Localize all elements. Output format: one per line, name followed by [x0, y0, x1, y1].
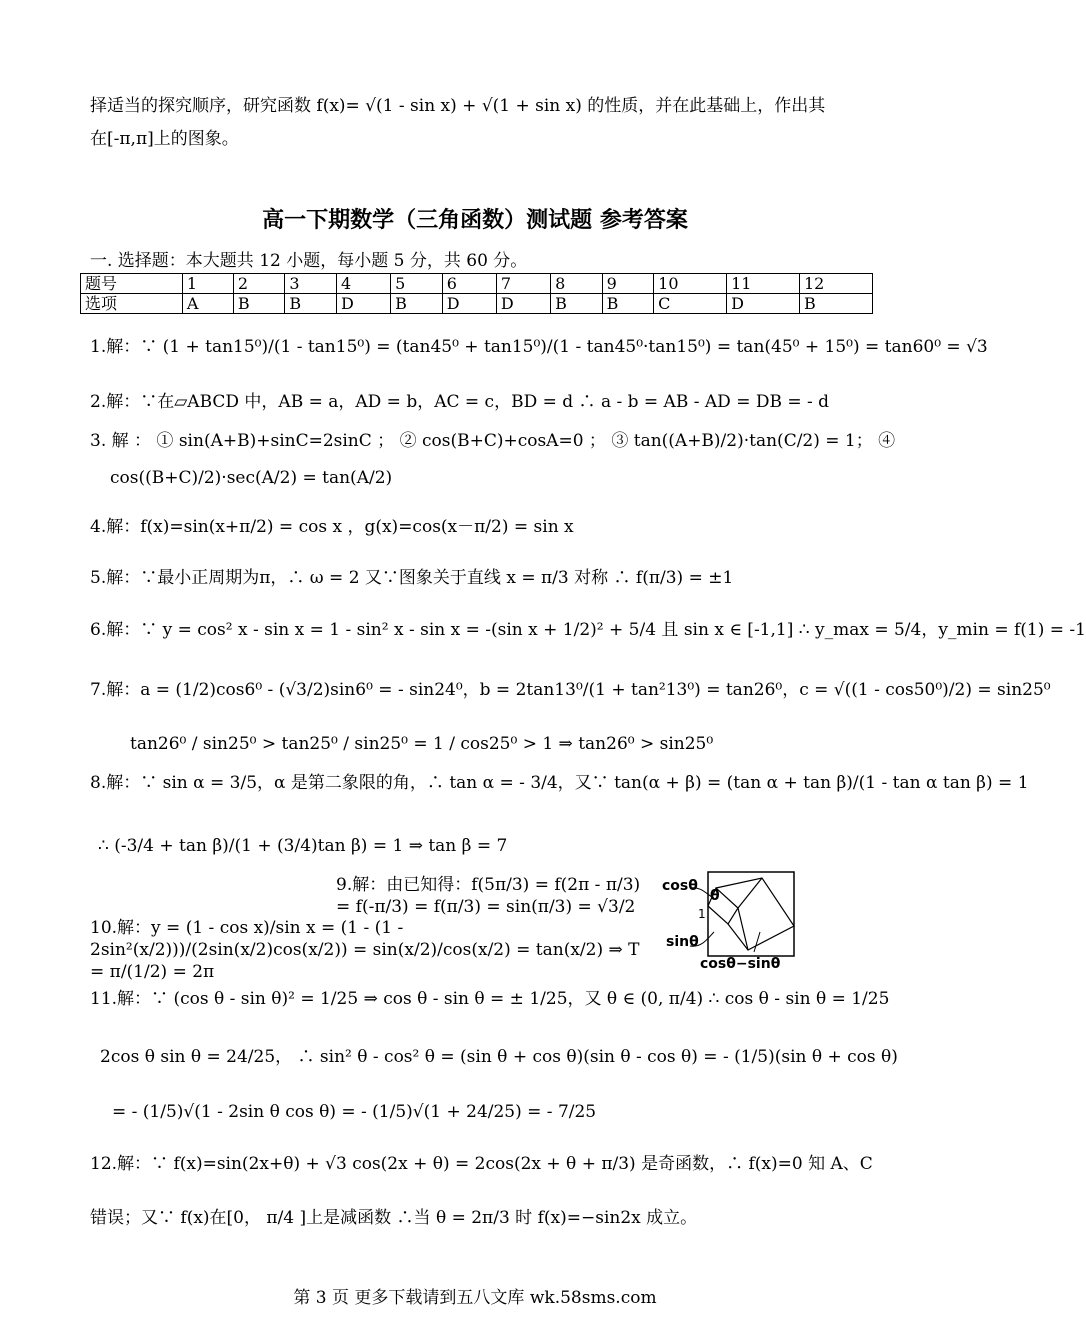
solution-1: 1.解：∵ (1 + tan15⁰)/(1 - tan15⁰) = (tan45⁰ + tan15⁰)/(1 - tan45⁰·tan15⁰) = tan(45⁰ + 15⁰) = tan60⁰ = √3 — [90, 337, 988, 357]
label-sin: sinθ — [666, 934, 699, 950]
solution-2: 2.解：∵在▱ABCD 中，AB = a，AD = b，AC = c，BD = d ∴ a - b = AB - AD = DB = - d — [90, 392, 830, 412]
table-header-cell: 选项 — [81, 294, 183, 314]
solution-8-line-1: 8.解：∵ sin α = 3/5，α 是第二象限的角，∴ tan α = - 3/4，又∵ tan(α + β) = (tan α + tan β)/(1 - tan α tan β) = 1 — [90, 773, 1029, 793]
table-header-cell: 题号 — [81, 274, 183, 294]
table-cell: B — [285, 294, 337, 314]
table-cell: A — [182, 294, 233, 314]
solution-6: 6.解：∵ y = cos² x - sin x = 1 - sin² x - sin x = -(sin x + 1/2)² + 5/4 且 sin x ∈ [-1,1] ∴ y_max = 5/4，y_min = f(1) = -1 — [90, 620, 1086, 640]
section-heading: 一. 选择题：本大题共 12 小题，每小题 5 分，共 60 分。 — [90, 251, 528, 271]
figure-drawing — [662, 866, 802, 971]
solution-10: 10.解：y = (1 - cos x)/sin x = (1 - (1 - 2sin²(x/2)))/(2sin(x/2)cos(x/2)) = sin(x/2)/cos(x/2) = tan(x/2) ⇒ T = π/(1/2) = 2π — [90, 918, 640, 982]
label-theta: θ — [710, 888, 720, 904]
label-difference: cosθ−sinθ — [700, 956, 781, 972]
unit-square-figure — [662, 866, 802, 975]
table-cell: 11 — [727, 274, 800, 294]
table-cell: D — [727, 294, 800, 314]
table-cell: B — [391, 294, 443, 314]
label-cos: cosθ — [662, 878, 698, 894]
intro-line-2: 在[-π,π]上的图象。 — [90, 129, 239, 149]
solution-3-line-2: cos((B+C)/2)·sec(A/2) = tan(A/2) — [110, 468, 393, 488]
solution-11-line-3: = - (1/5)√(1 - 2sin θ cos θ) = - (1/5)√(1 + 24/25) = - 7/25 — [112, 1102, 597, 1122]
table-cell: 10 — [654, 274, 727, 294]
solution-12-line-1: 12.解：∵ f(x)=sin(2x+θ) + √3 cos(2x + θ) = 2cos(2x + θ + π/3) 是奇函数，∴ f(x)=0 知 A、C — [90, 1154, 873, 1174]
table-cell: 3 — [285, 274, 337, 294]
table-cell: 5 — [391, 274, 443, 294]
solution-11-line-1: 11.解：∵ (cos θ - sin θ)² = 1/25 ⇒ cos θ - sin θ = ± 1/25，又 θ ∈ (0, π/4) ∴ cos θ - sin θ = 1/25 — [90, 989, 890, 1009]
table-cell: 1 — [182, 274, 233, 294]
table-row — [81, 274, 873, 294]
table-cell: B — [799, 294, 872, 314]
solution-11-line-2: 2cos θ sin θ = 24/25， ∴ sin² θ - cos² θ = (sin θ + cos θ)(sin θ - cos θ) = - (1/5)(sin θ + cos θ) — [100, 1047, 898, 1067]
table-row — [81, 294, 873, 314]
page-title: 高一下期数学（三角函数）测试题 参考答案 — [262, 207, 688, 233]
table-cell: 8 — [551, 274, 603, 294]
table-cell: C — [654, 294, 727, 314]
table-cell: 4 — [336, 274, 390, 294]
solution-7-line-2: tan26⁰ / sin25⁰ > tan25⁰ / sin25⁰ = 1 / cos25⁰ > 1 ⇒ tan26⁰ > sin25⁰ — [130, 734, 714, 754]
table-cell: D — [496, 294, 550, 314]
page-footer: 第 3 页 更多下载请到五八文库 wk.58sms.com — [293, 1288, 657, 1308]
table-cell: D — [442, 294, 496, 314]
table-cell: B — [551, 294, 603, 314]
table-cell: 6 — [442, 274, 496, 294]
solution-5: 5.解：∵最小正周期为π，∴ ω = 2 又∵图象关于直线 x = π/3 对称 ∴ f(π/3) = ±1 — [90, 568, 734, 588]
label-one: 1 — [698, 907, 706, 921]
solution-9: 9.解：由已知得：f(5π/3) = f(2π - π/3) = f(-π/3) = f(π/3) = sin(π/3) = √3/2 — [336, 875, 641, 917]
table-cell: B — [233, 294, 285, 314]
solution-3-line-1: 3. 解 ： ① sin(A+B)+sinC=2sinC ； ② cos(B+C)+cosA=0 ； ③ tan((A+B)/2)·tan(C/2) = 1； ④ — [90, 431, 896, 451]
solution-12-line-2: 错误；又∵ f(x)在[0， π/4 ]上是减函数 ∴当 θ = 2π/3 时 f(x)=−sin2x 成立。 — [90, 1208, 698, 1228]
table-cell: D — [336, 294, 390, 314]
table-cell: 12 — [799, 274, 872, 294]
answer-table — [80, 273, 873, 314]
solution-8-line-2: ∴ (-3/4 + tan β)/(1 + (3/4)tan β) = 1 ⇒ tan β = 7 — [98, 836, 508, 856]
solution-7-line-1: 7.解：a = (1/2)cos6⁰ - (√3/2)sin6⁰ = - sin24⁰，b = 2tan13⁰/(1 + tan²13⁰) = tan26⁰，c = √((1 - cos50⁰)/2) = sin25⁰ — [90, 680, 1051, 700]
table-cell: 2 — [233, 274, 285, 294]
intro-line-1: 择适当的探究顺序，研究函数 f(x)= √(1 - sin x) + √(1 + sin x) 的性质，并在此基础上，作出其 — [90, 96, 826, 116]
solution-4: 4.解：f(x)=sin(x+π/2) = cos x ，g(x)=cos(x－π/2) = sin x — [90, 517, 574, 537]
table-cell: 9 — [602, 274, 654, 294]
table-cell: B — [602, 294, 654, 314]
table-cell: 7 — [496, 274, 550, 294]
